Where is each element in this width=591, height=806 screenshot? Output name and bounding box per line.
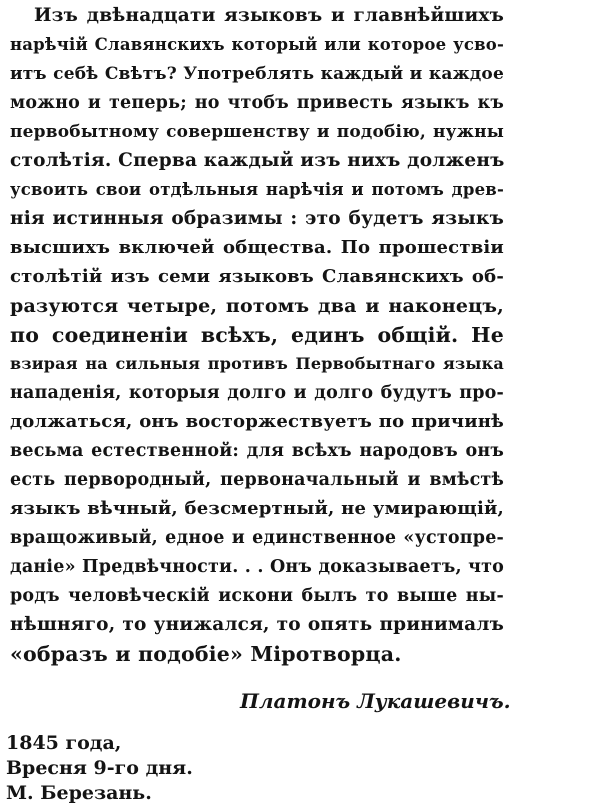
text-line-10: столѣтій изъ семи языковъ Славянскихъ об- [10,266,504,287]
text-line-1: Изъ двѣнадцати языковъ и главнѣйшихъ [34,5,504,26]
text-line-22: нѣшняго, то унижался, то опять принималъ [10,614,504,635]
text-line-16: весьма естественной: для всѣхъ народовъ онъ [10,441,504,461]
text-line-9: высшихъ включей общества. По прошествіи [10,237,504,258]
date-line-year: 1845 года, [6,732,122,754]
text-line-13: взирая на сильныя противъ Первобытнаго языка [10,354,504,373]
text-line-21: родъ человѣческій искони былъ то выше ны- [10,586,504,606]
text-line-5: первобытному совершенству и подобію, нужны [10,122,504,142]
text-line-19: вращоживый, едное и единственное «устопре- [10,528,504,548]
text-line-2: нарѣчій Славянскихъ который или которое усво- [10,35,504,54]
date-line-day: Вресня 9-го дня. [6,757,193,779]
text-line-11: разуются четыре, потомъ два и наконецъ, [10,295,504,317]
date-line-place: М. Березань. [6,782,152,804]
text-line-15: должаться, онъ восторжествуетъ по причинѣ [10,411,504,432]
text-line-8: нія истинныя образимы : это будетъ языкъ [10,208,504,229]
text-line-23: «образъ и подобіе» Міротворца. [10,642,402,666]
text-line-6: столѣтія. Сперва каждый изъ нихъ долженъ [10,150,505,171]
text-line-12: по соединеніи всѣхъ, единъ общій. Не [10,323,504,347]
text-line-7: усвоить свои отдѣльныя нарѣчія и потомъ древ- [10,180,504,199]
text-line-14: нападенія, которыя долго и долго будутъ про- [10,383,504,403]
text-line-17: есть первородный, первоначальный и вмѣстѣ [10,470,504,490]
text-line-18: языкъ вѣчный, безсмертный, не умирающій, [10,498,504,519]
text-line-3: итъ себѣ Свѣтъ? Употреблять каждый и каждое [10,64,504,84]
author-signature: Платонъ Лукашевичъ. [240,689,511,713]
text-line-20: даніе» Предвѣчности. . . Онъ доказываетъ, что [10,557,504,577]
text-line-4: можно и теперь; но чтобъ привесть языкъ къ [10,93,504,113]
